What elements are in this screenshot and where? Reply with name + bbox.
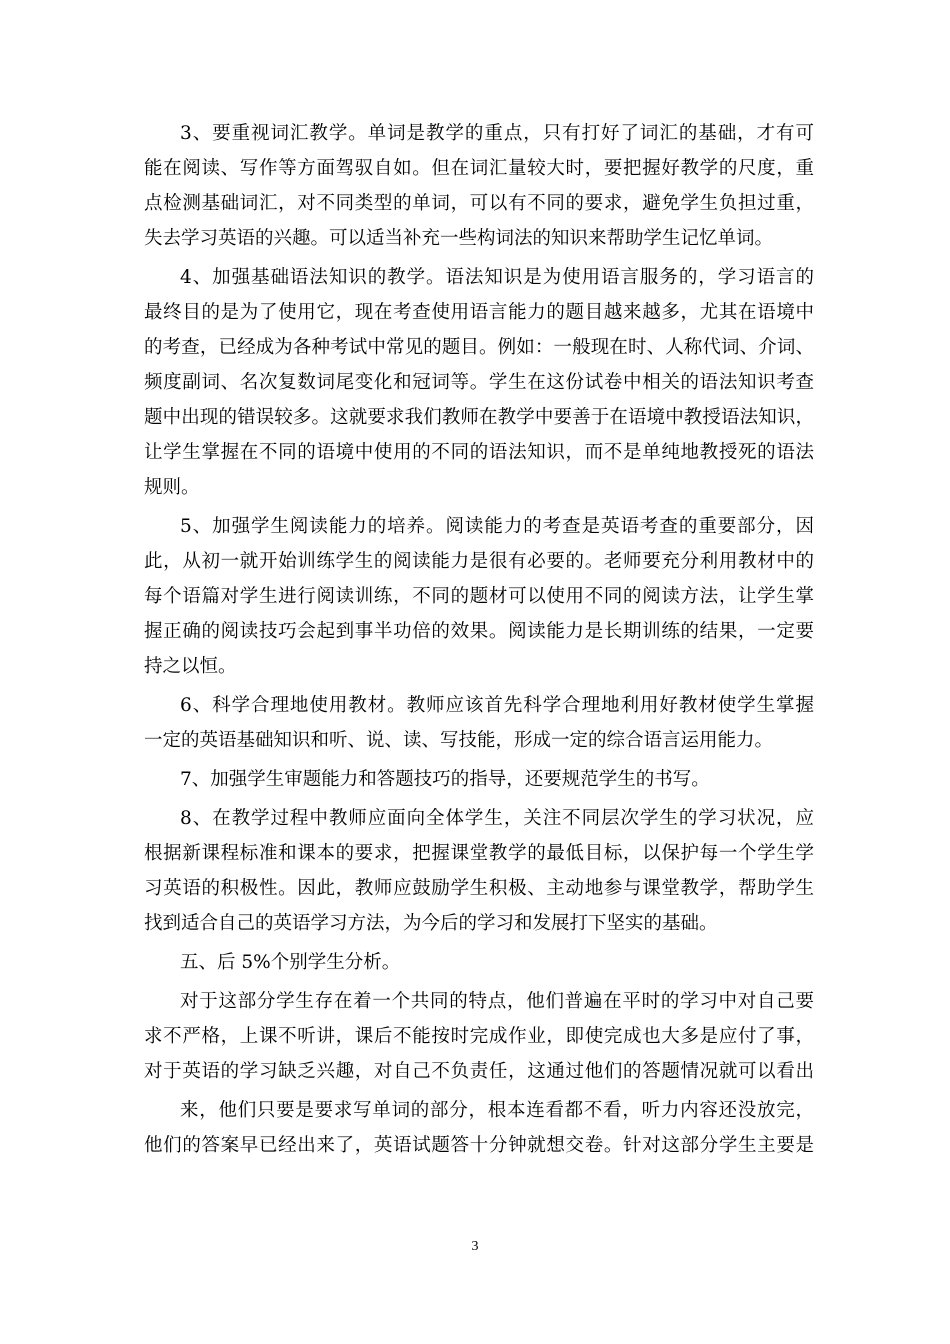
paragraph-line: 找到适合自己的英语学习方法，为今后的学习和发展打下坚实的基础。 — [144, 913, 718, 934]
paragraph-line: 对于这部分学生存在着一个共同的特点，他们普遍在平时的学习中对自己要 — [180, 991, 814, 1012]
paragraph-line: 5、加强学生阅读能力的培养。阅读能力的考查是英语考查的重要部分，因 — [180, 516, 814, 537]
paragraph-line: 他们的答案早已经出来了，英语试题答十分钟就想交卷。针对这部分学生主要是 — [144, 1135, 814, 1156]
paragraph-line: 8、在教学过程中教师应面向全体学生，关注不同层次学生的学习状况，应 — [180, 808, 814, 829]
paragraph-line: 让学生掌握在不同的语境中使用的不同的语法知识，而不是单纯地教授死的语法 — [144, 442, 814, 463]
paragraph-line: 一定的英语基础知识和听、说、读、写技能，形成一定的综合语言运用能力。 — [144, 730, 774, 751]
page-number: 3 — [471, 1239, 479, 1254]
paragraph-line: 失去学习英语的兴趣。可以适当补充一些构词法的知识来帮助学生记忆单词。 — [144, 228, 774, 249]
paragraph-line: 点检测基础词汇，对不同类型的单词，可以有不同的要求，避免学生负担过重， — [144, 193, 814, 214]
paragraph-line: 4、加强基础语法知识的教学。语法知识是为使用语言服务的，学习语言的 — [180, 267, 814, 288]
paragraph-line: 能在阅读、写作等方面驾驭自如。但在词汇量较大时，要把握好教学的尺度，重 — [144, 158, 814, 179]
paragraph-line: 根据新课程标准和课本的要求，把握课堂教学的最低目标，以保护每一个学生学 — [144, 843, 814, 864]
paragraph-line: 最终目的是为了使用它，现在考查使用语言能力的题目越来越多，尤其在语境中 — [144, 302, 814, 323]
paragraph-line: 此，从初一就开始训练学生的阅读能力是很有必要的。老师要充分利用教材中的 — [144, 551, 814, 572]
paragraph-line: 对于英语的学习缺乏兴趣，对自己不负责任，这通过他们的答题情况就可以看出 — [144, 1061, 814, 1082]
paragraph-line: 习英语的积极性。因此，教师应鼓励学生积极、主动地参与课堂教学，帮助学生 — [144, 878, 814, 899]
paragraph-line: 7、加强学生审题能力和答题技巧的指导，还要规范学生的书写。 — [180, 769, 710, 790]
section-heading: 五、后 5%个别学生分析。 — [180, 952, 401, 973]
paragraph-line: 6、科学合理地使用教材。教师应该首先科学合理地利用好教材使学生掌握 — [180, 695, 814, 716]
paragraph-line: 持之以恒。 — [144, 656, 237, 677]
paragraph-line: 握正确的阅读技巧会起到事半功倍的效果。阅读能力是长期训练的结果，一定要 — [144, 621, 814, 642]
paragraph-line: 题中出现的错误较多。这就要求我们教师在教学中要善于在语境中教授语法知识， — [144, 407, 814, 428]
paragraph-line: 的考查，已经成为各种考试中常见的题目。例如：一般现在时、人称代词、介词、 — [144, 337, 814, 358]
paragraph-line: 规则。 — [144, 477, 200, 498]
paragraph-line: 3、要重视词汇教学。单词是教学的重点，只有打好了词汇的基础，才有可 — [180, 123, 814, 144]
paragraph-line: 求不严格，上课不听讲，课后不能按时完成作业，即使完成也大多是应付了事， — [144, 1026, 814, 1047]
paragraph-line: 每个语篇对学生进行阅读训练，不同的题材可以使用不同的阅读方法，让学生掌 — [144, 586, 814, 607]
paragraph-line: 频度副词、名次复数词尾变化和冠词等。学生在这份试卷中相关的语法知识考查 — [144, 372, 814, 393]
paragraph-line: 来，他们只要是要求写单词的部分，根本连看都不看，听力内容还没放完， — [180, 1100, 814, 1121]
